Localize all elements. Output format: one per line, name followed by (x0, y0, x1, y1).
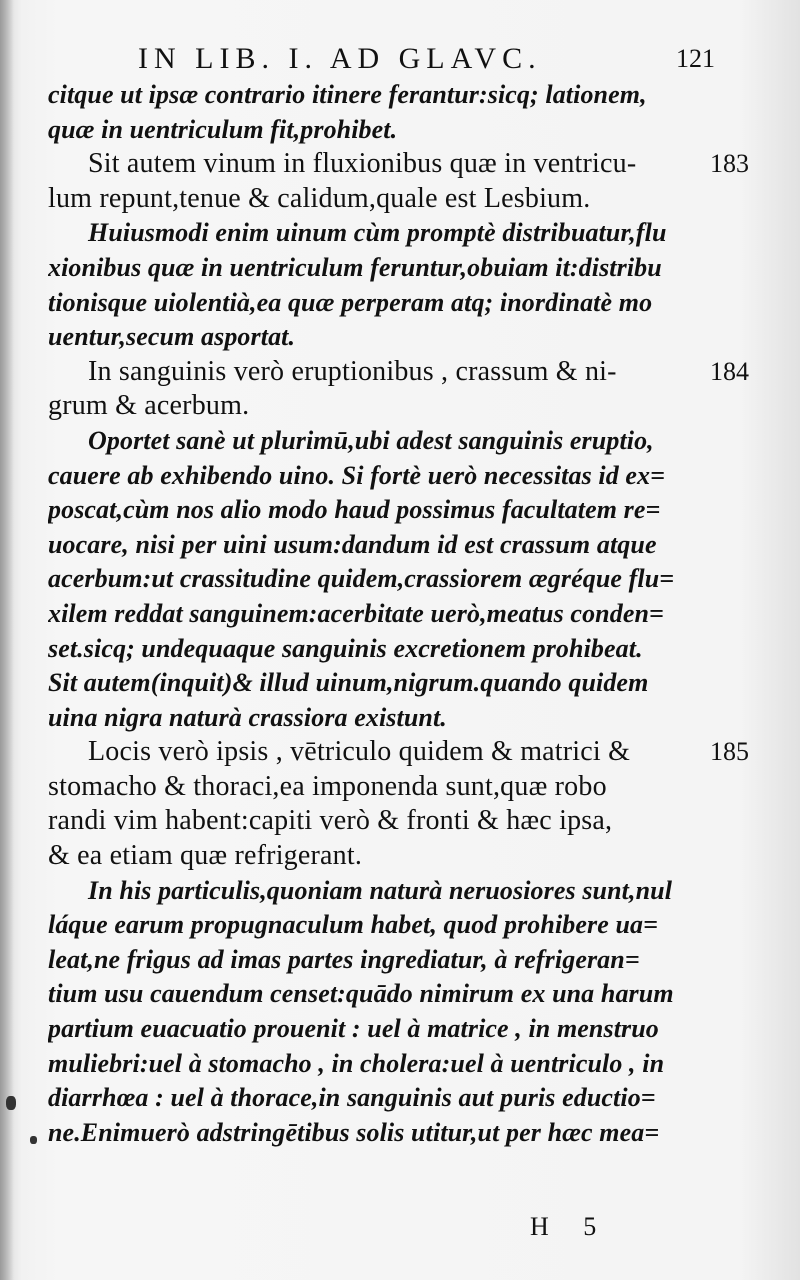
text-line: In sanguinis verò eruptionibus , crassum & ni- (88, 355, 617, 387)
text-line: quæ in uentriculum fit,prohibet. (48, 114, 398, 144)
text-line: xilem reddat sanguinem:acerbitate uerò,meatus conden= (48, 598, 664, 628)
ink-speck (30, 1136, 37, 1144)
text-line: grum & acerbum. (48, 390, 250, 422)
text-line: tionisque uiolentià,ea quæ perperam atq; inordinatè mo (48, 287, 653, 317)
text-line: acerbum:ut crassitudine quidem,crassiorem ægréque flu= (48, 564, 675, 594)
text-line: láque earum propugnaculum habet, quod prohibere ua= (48, 910, 659, 940)
text-line: Sit autem(inquit)& illud uinum,nigrum.quando quidem (48, 668, 649, 698)
text-line: citque ut ipsæ contrario itinere ferantur:sicq; lationem, (48, 80, 647, 109)
text-line: muliebri:uel à stomacho , in cholera:uel à uentriculo , in (48, 1048, 665, 1078)
text-line: uina nigra naturà crassiora existunt. (48, 702, 447, 732)
margin-note-number: 183 (710, 149, 749, 179)
page-number: 121 (676, 44, 715, 73)
text-line: poscat,cùm nos alio modo haud possimus facultatem re= (48, 495, 661, 525)
text-line: & ea etiam quæ refrigerant. (48, 840, 363, 872)
text-line: Locis verò ipsis , vētriculo quidem & matrici & (88, 736, 631, 768)
binding-shadow (0, 0, 14, 1280)
margin-note-number: 185 (710, 737, 749, 767)
text-line: leat,ne frigus ad imas partes ingrediatur, à refrigeran= (48, 944, 640, 974)
text-line: partium euacuatio prouenit : uel à matrice , in menstruo (48, 1014, 659, 1044)
text-line: Oportet sanè ut plurimū,ubi adest sanguinis eruptio, (88, 425, 654, 455)
text-line: Sit autem vinum in fluxionibus quæ in ventricu- (88, 148, 637, 180)
text-line: Huiusmodi enim uinum cùm promptè distribuatur,flu (88, 218, 667, 248)
text-line: uocare, nisi per uini usum:dandum id est crassum atque (48, 529, 657, 559)
ink-speck (6, 1096, 16, 1110)
text-line: tium usu cauendum censet:quādo nimirum ex una harum (48, 979, 674, 1009)
text-line: lum repunt,tenue & calidum,quale est Lesbium. (48, 182, 591, 214)
body-text (48, 78, 720, 1150)
signature-mark: H 5 (530, 1212, 611, 1241)
text-line: set.sicq; undequaque sanguinis excretionem prohibeat. (48, 633, 643, 663)
text-line: In his particulis,quoniam naturà neruosiores sunt,nul (88, 875, 673, 905)
margin-note-number: 184 (710, 356, 749, 386)
text-line: xionibus quæ in uentriculum feruntur,obuiam it:distribu (48, 252, 662, 282)
text-line: stomacho & thoraci,ea imponenda sunt,quæ robo (48, 770, 607, 802)
text-line: ne.Enimuerò adstringētibus solis utitur,ut per hæc mea= (48, 1117, 660, 1147)
text-line: cauere ab exhibendo uino. Si fortè uerò necessitas id ex= (48, 460, 666, 490)
text-line: randi vim habent:capiti verò & fronti & hæc ipsa, (48, 805, 613, 837)
text-line: diarrhœa : uel à thorace,in sanguinis aut puris eductio= (48, 1083, 656, 1113)
text-line: uentur,secum asportat. (48, 322, 296, 352)
running-head: IN LIB. I. AD GLAVC. (138, 42, 542, 75)
